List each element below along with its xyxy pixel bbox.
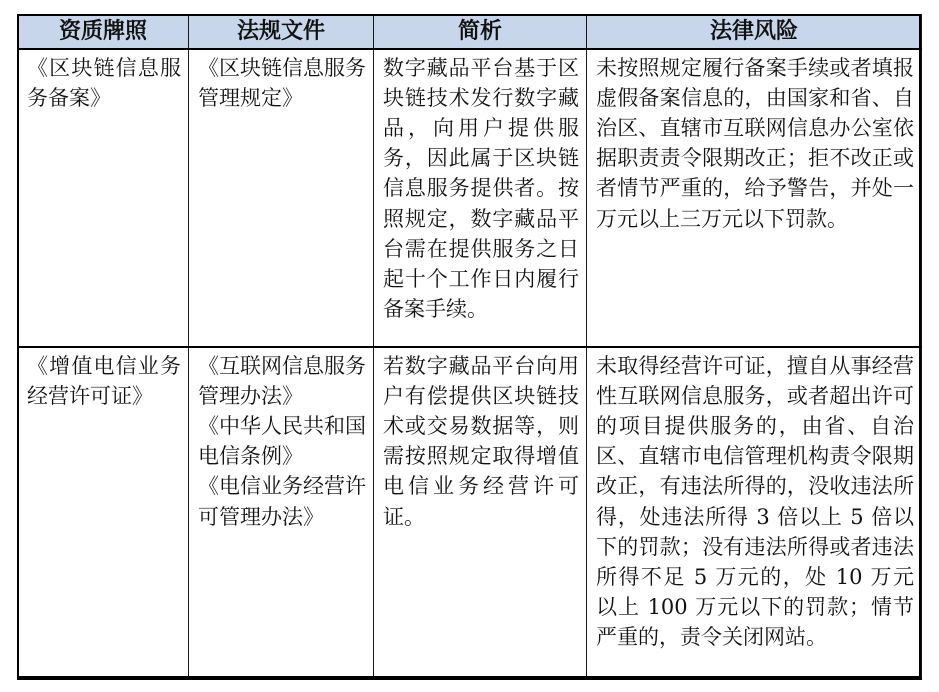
analysis-cell: 若数字藏品平台向用户有偿提供区块链技术或交易数据等，则需按照规定取得增值电信业务经营许可证。 [374,347,587,679]
header-laws: 法规文件 [189,15,374,49]
laws-cell [189,347,374,679]
law-item: 《中华人民共和国电信条例》 [198,413,366,469]
law-item: 《电信业务经营许可管理办法》 [198,474,366,529]
header-risk: 法律风险 [587,15,922,49]
risk-cell: 未取得经营许可证，擅自从事经营性互联网信息服务，或者超出许可的项目提供服务的，由省、自治区、直辖市电信管理机构责令限期改正，有违法所得的，没收违法所得，处违法所得 3 倍以上 5 倍以下的罚款；没有违法所得或者违法所得不足 5 万元的，处 10 万元以上 100 万元以下的罚款；情节严重的，责令关闭网站。 [587,347,922,679]
law-item: 《区块链信息服务管理规定》 [198,55,366,110]
risk-cell: 未按照规定履行备案手续或者填报虚假备案信息的，由国家和省、自治区、直辖市互联网信息办公室依据职责责令限期改正；拒不改正或者情节严重的，给予警告，并处一万元以上三万元以下罚款。 [587,49,922,347]
header-analysis: 简析 [374,15,587,49]
table-row [18,347,922,679]
table-row [18,49,922,347]
header-license: 资质牌照 [18,15,189,49]
law-item: 《互联网信息服务管理办法》 [198,353,366,408]
analysis-cell: 数字藏品平台基于区块链技术发行数字藏品，向用户提供服务，因此属于区块链信息服务提供者。按照规定，数字藏品平台需在提供服务之日起十个工作日内履行备案手续。 [374,49,587,347]
qualification-law-risk-table [17,14,922,680]
laws-cell [189,49,374,347]
license-cell: 《区块链信息服务备案》 [18,49,189,347]
header-row [18,15,922,49]
license-cell: 《增值电信业务经营许可证》 [18,347,189,679]
table-header [18,15,922,49]
